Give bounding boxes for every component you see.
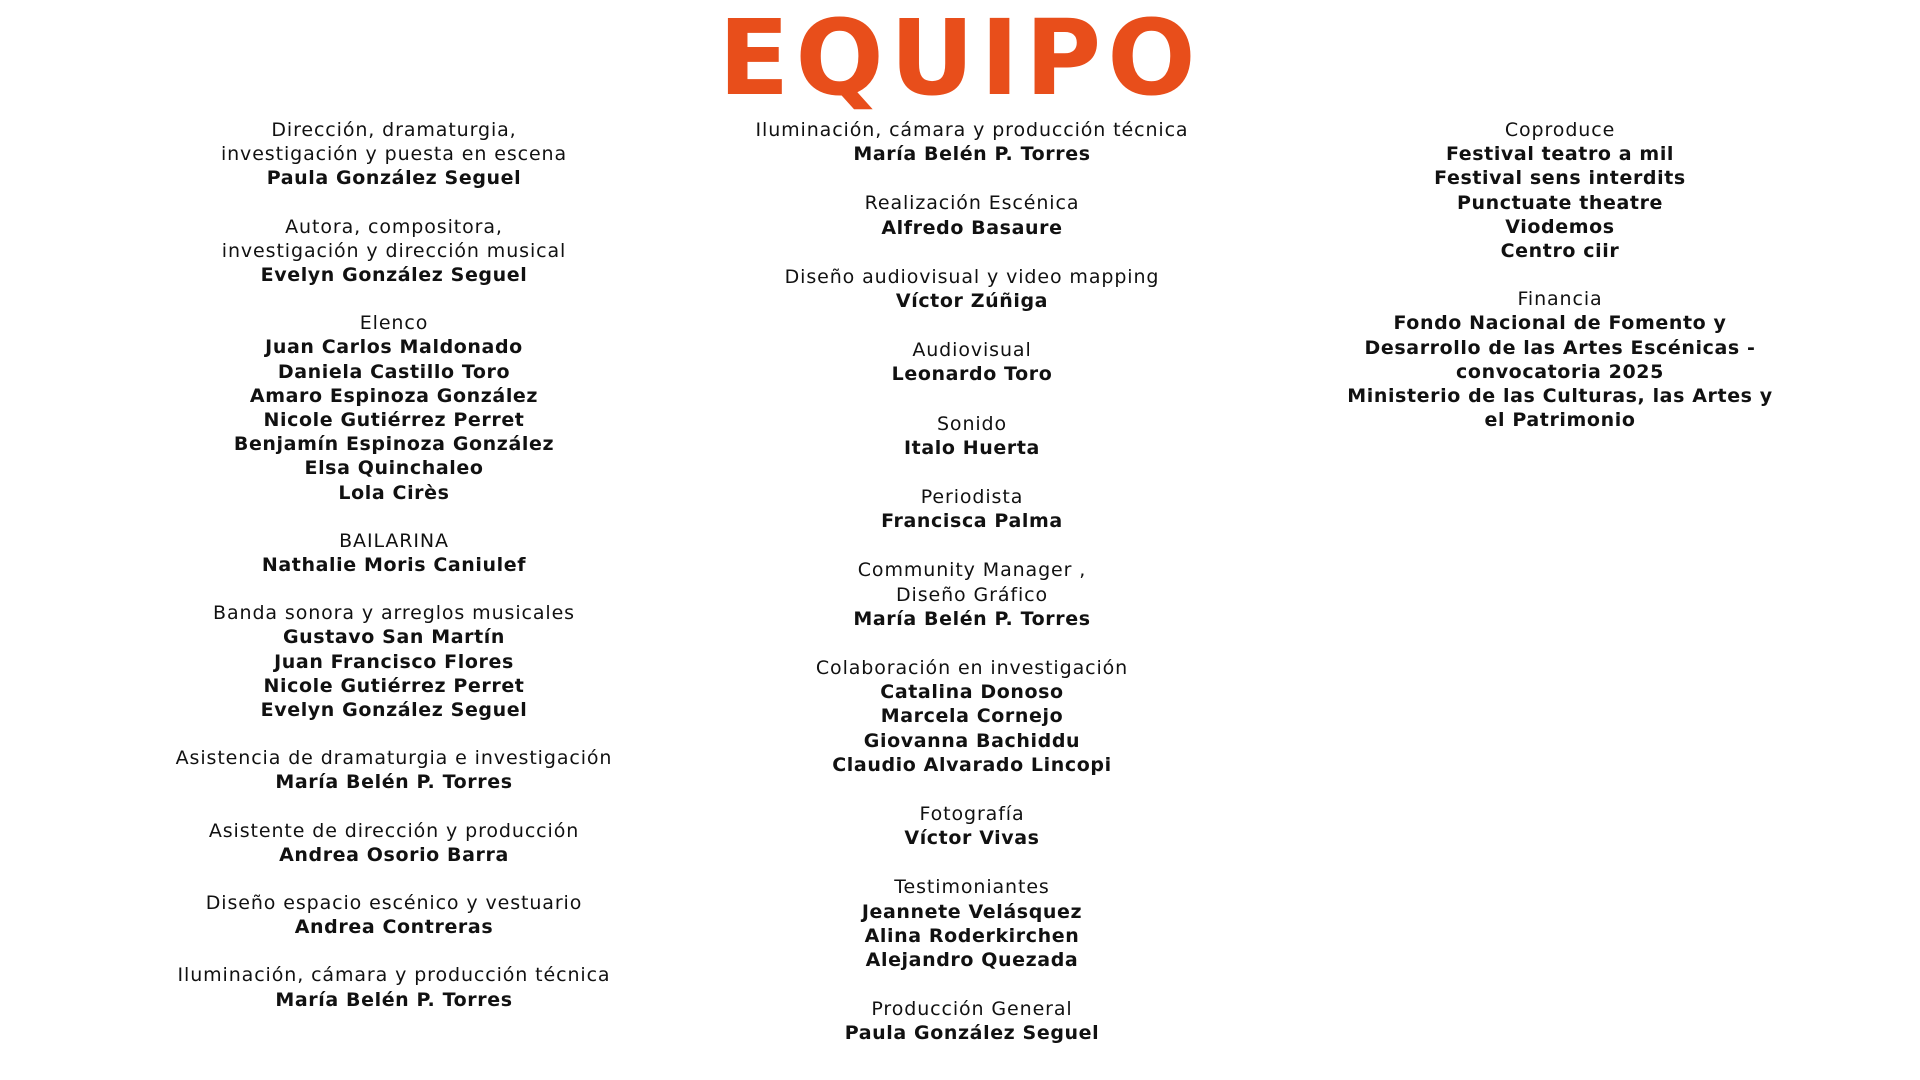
credit-section [144,311,644,505]
credit-names: Juan Carlos Maldonado Daniela Castillo Toro Amaro Espinoza González Nicole Gutiérrez Perret Benjamín Espinoza González Elsa Quinchaleo Lola Cirès [233,336,555,504]
page-title: EQUIPO [718,0,1202,119]
credit-section [722,656,1222,777]
credit-names: Francisca Palma [881,510,1063,533]
credit-section [722,412,1222,460]
credit-section [722,191,1222,239]
credit-role: Sonido [936,412,1008,435]
credit-section [722,875,1222,972]
credit-names: Italo Huerta [904,436,1040,459]
credit-names: Víctor Vivas [904,827,1040,850]
credit-role: Asistente de dirección y producción [208,819,580,842]
credit-role: Community Manager , Diseño Gráfico [857,559,1087,606]
credit-role: BAILARINA [339,529,449,552]
credit-role: Diseño espacio escénico y vestuario [205,892,583,915]
credit-section [144,215,644,288]
credit-role: Banda sonora y arreglos musicales [213,602,575,625]
credit-role: Realización Escénica [864,192,1080,215]
credit-role: Testimoniantes [894,876,1050,899]
credit-names: Paula González Seguel [844,1022,1100,1045]
credit-section [144,529,644,577]
credit-role: Autora, compositora, investigación y dirección musical [221,215,567,262]
credit-section [144,118,644,191]
credit-role: Iluminación, cámara y producción técnica [177,964,611,987]
credit-role: Diseño audiovisual y video mapping [784,265,1160,288]
credit-role: Asistencia de dramaturgia e investigación [175,747,613,770]
credits-column-left [144,118,644,1036]
credit-section [144,819,644,867]
credit-names: Andrea Contreras [294,916,494,939]
credit-names: María Belén P. Torres [853,143,1091,166]
credits-column-right [1300,118,1820,456]
credit-role: Colaboración en investigación [815,657,1129,680]
credit-section [1300,287,1820,432]
credit-section [722,802,1222,850]
credit-role: Audiovisual [912,339,1032,362]
credit-section [144,891,644,939]
credit-section [144,963,644,1011]
credit-section [722,558,1222,631]
credit-names: Paula González Seguel [266,167,522,190]
credit-names: Nathalie Moris Caniulef [261,554,527,577]
credit-names: Alfredo Basaure [881,216,1063,239]
credit-role: Financia [1517,288,1603,311]
credit-section [722,118,1222,166]
credit-section [722,265,1222,313]
credit-section [722,338,1222,386]
credit-role: Iluminación, cámara y producción técnica [755,119,1189,141]
credit-names: Andrea Osorio Barra [279,843,509,866]
credits-column-center [722,118,1222,1071]
credit-names: María Belén P. Torres [275,771,513,794]
credit-role: Producción General [871,998,1073,1021]
credit-section [722,997,1222,1045]
credit-section [144,601,644,722]
credit-names: Jeannete Velásquez Alina Roderkirchen Alejandro Quezada [861,900,1083,972]
credit-names: María Belén P. Torres [853,607,1091,630]
credit-names: Leonardo Toro [891,363,1053,386]
credit-role: Periodista [920,486,1024,509]
credit-names: Evelyn González Seguel [260,264,528,287]
credit-role: Elenco [359,312,429,335]
credit-role: Dirección, dramaturgia, investigación y puesta en escena [220,119,568,166]
credit-names: Víctor Zúñiga [895,290,1049,313]
credit-names: Festival teatro a mil Festival sens interdits Punctuate theatre Viodemos Centro ciir [1434,143,1686,263]
credit-section [722,485,1222,533]
credit-names: Fondo Nacional de Fomento y Desarrollo de las Artes Escénicas - convocatoria 2025 Ministerio de las Culturas, las Artes y el Patrimonio [1347,312,1773,432]
credit-names: Gustavo San Martín Juan Francisco Flores Nicole Gutiérrez Perret Evelyn González Seguel [260,626,528,722]
credit-names: Catalina Donoso Marcela Cornejo Giovanna Bachiddu Claudio Alvarado Lincopi [832,681,1112,776]
credit-section [1300,118,1820,263]
credit-names: María Belén P. Torres [275,988,513,1011]
credit-role: Coproduce [1504,119,1616,141]
credit-role: Fotografía [919,803,1025,826]
credit-section [144,746,644,794]
